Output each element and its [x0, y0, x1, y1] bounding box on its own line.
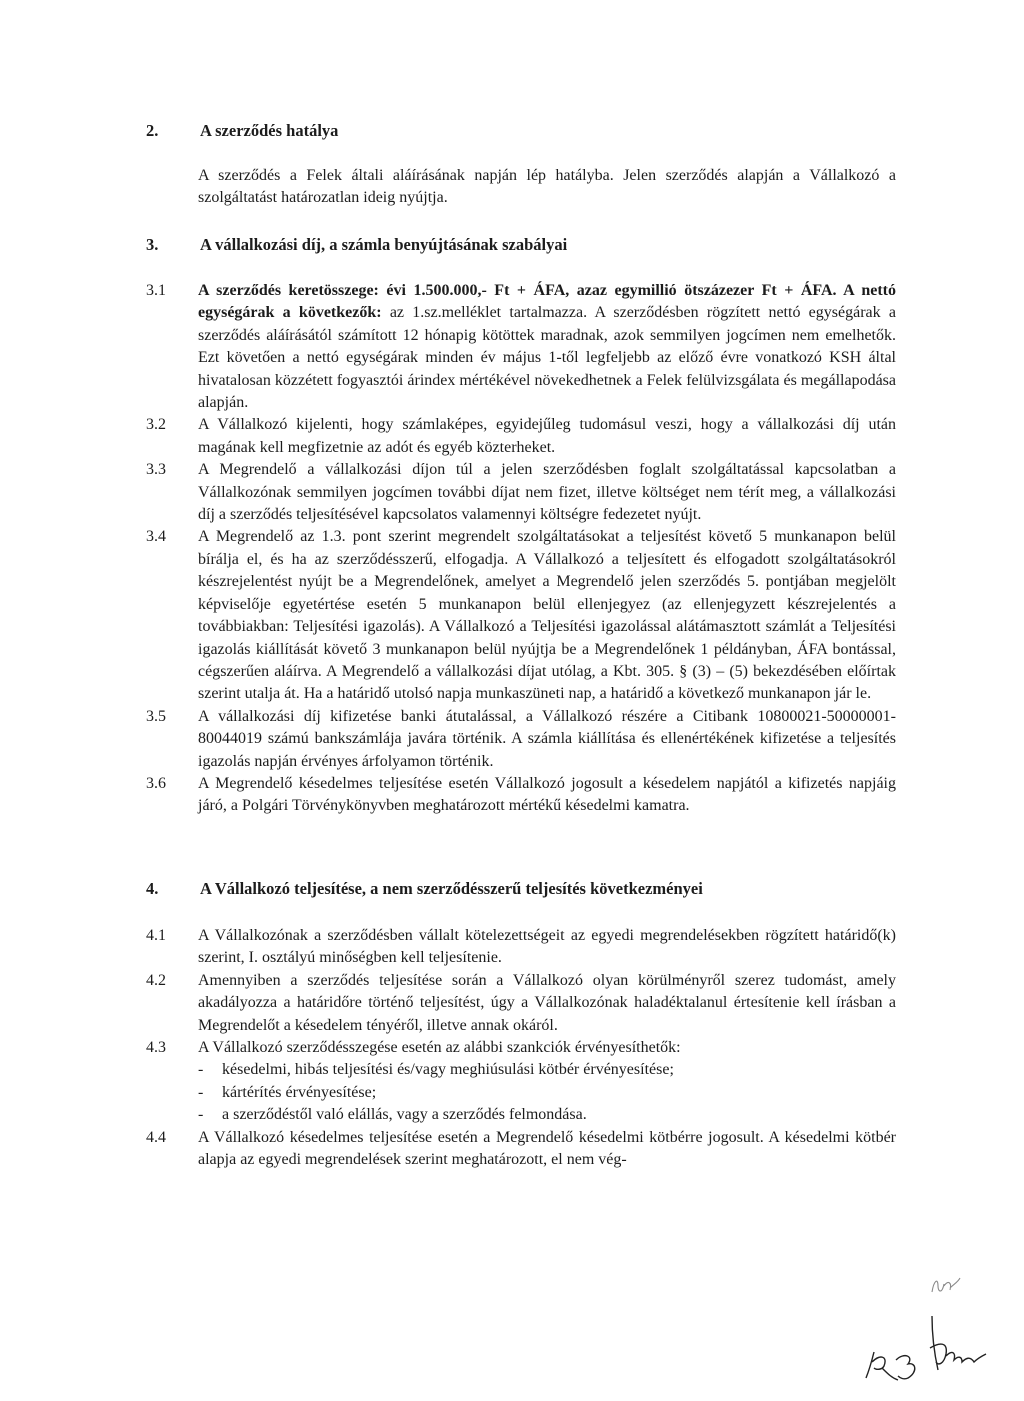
clause-number: 3.5	[146, 707, 166, 725]
section-number: 2.	[146, 121, 159, 140]
clause-3-1	[146, 280, 896, 414]
section-title: A Vállalkozó teljesítése, a nem szerződésszerű teljesítés következményei	[200, 879, 703, 898]
clause-4-4	[146, 1127, 896, 1172]
handwritten-signature	[852, 1312, 1002, 1392]
clause-text: A Vállalkozó kijelenti, hogy számlaképes, egyidejűleg tudomásul veszi, hogy a vállalkozási díj után magának kell megfizetnie az adót és egyéb közterheket.	[198, 416, 896, 456]
clause-text: Amennyiben a szerződés teljesítése során a Vállalkozó olyan körülményről szerez tudomást, amely akadályozza a határidőre történő teljesítést, úgy a Vállalkozónak haladéktalanul értesítenie kell írásban a Megrendelőt a késedelem tényéről, illetve annak okáról.	[198, 971, 896, 1034]
dash-marker: -	[198, 1106, 204, 1124]
handwritten-initials-small	[926, 1272, 966, 1302]
clause-text: az 1.sz.melléklet tartalmazza. A szerződésben rögzített nettó egységárak a szerződés aláírásától számított 12 hónapig kötöttek maradnak, azok semmilyen jogcímen nem emelhetők. Ezt követően a nettó egységárak minden év május 1-től legfeljebb az előző évre vonatkozó KSH által hivatalosan közzétett fogyasztói árindex mértékével növekedhetnek a Felek felülvizsgálata és megállapodása alapján.	[198, 304, 896, 412]
dash-marker: -	[198, 1083, 204, 1101]
section-2-heading	[146, 121, 338, 141]
section-2-paragraph: A szerződés a Felek általi aláírásának napján lép hatályba. Jelen szerződés alapján a Vállalkozó a szolgáltatást határozatlan ideig nyújtja.	[198, 167, 896, 207]
clause-number: 4.2	[146, 971, 166, 989]
clause-number: 3.2	[146, 416, 166, 434]
clause-3-6	[146, 773, 896, 818]
clause-4-3	[146, 1037, 896, 1127]
clause-text: A Vállalkozó szerződésszegése esetén az alábbi szankciók érvényesíthetők:	[198, 1039, 681, 1057]
clause-text: A Megrendelő a vállalkozási díjon túl a jelen szerződésben foglalt szolgáltatással kapcsolatban a Vállalkozónak semmilyen jogcímen további díjat nem fizet, illetve költséget nem térít meg, a vállalkozási díj a szerződés teljesítésével kapcsolatos valamennyi költségre fedezetet nyújt.	[198, 461, 896, 524]
clause-number: 3.1	[146, 282, 166, 299]
list-item-text: késedelmi, hibás teljesítési és/vagy meghiúsulási kötbér érvényesítése;	[222, 1061, 674, 1079]
clause-4-1	[146, 925, 896, 970]
clause-bold-text: A szerződés keretösszege: évi 1.500.000,- Ft + ÁFA, azaz egymillió ötszázezer Ft + ÁFA. A nettó egységárak a következők:	[198, 282, 896, 322]
list-item	[198, 1082, 896, 1104]
section-number: 4.	[146, 879, 159, 898]
clause-text: A Megrendelő késedelmes teljesítése esetén Vállalkozó jogosult a késedelem napjától a kifizetés napjáig járó, a Polgári Törvénykönyvben meghatározott mértékű késedelmi kamatra.	[198, 774, 896, 815]
list-item	[198, 1104, 896, 1126]
clause-text: A Vállalkozó késedelmes teljesítése esetén a Megrendelő késedelmi kötbérre jogosult. A késedelmi kötbér alapja az egyedi megrendelések szerint meghatározott, el nem vég-	[198, 1128, 896, 1169]
clause-3-4	[146, 526, 896, 705]
section-title: A vállalkozási díj, a számla benyújtásának szabályai	[200, 235, 568, 254]
sanction-list	[198, 1059, 896, 1126]
dash-marker: -	[198, 1061, 204, 1079]
section-3-heading	[146, 235, 567, 255]
clause-3-2	[146, 414, 896, 459]
section-3-items	[146, 280, 896, 818]
clause-text: A vállalkozási díj kifizetése banki átutalással, a Vállalkozó részére a Citibank 10800021-50000001-80044019 számú bankszámlája javára történik. A számla kiállítása és ellenértékének kifizetése a teljesítés igazolás napján érvényes árfolyamon történik.	[198, 707, 896, 770]
clause-number: 3.3	[146, 461, 166, 479]
clause-3-3	[146, 459, 896, 526]
clause-number: 4.1	[146, 927, 166, 944]
section-number: 3.	[146, 235, 159, 254]
clause-number: 4.3	[146, 1039, 166, 1057]
clause-4-2	[146, 970, 896, 1037]
clause-text: A Vállalkozónak a szerződésben vállalt kötelezettségeit az egyedi megrendelésekben rögzített határidő(k) szerint, I. osztályú minőségben kell teljesítenie.	[198, 927, 896, 967]
list-item	[198, 1059, 896, 1081]
section-4-items	[146, 925, 896, 1171]
section-title: A szerződés hatálya	[200, 121, 339, 140]
list-item-text: kártérítés érvényesítése;	[222, 1083, 377, 1101]
clause-number: 3.6	[146, 774, 166, 792]
list-item-text: a szerződéstől való elállás, vagy a szerződés felmondása.	[222, 1106, 587, 1124]
section-4-heading	[146, 879, 703, 899]
clause-3-5	[146, 706, 896, 773]
clause-text: A Megrendelő az 1.3. pont szerint megrendelt szolgáltatásokat a teljesítést követő 5 munkanapon belül bírálja el, és ha az szerződésszerű, elfogadja. A Vállalkozó a teljesített és elfogadott szolgáltatásokról készrejelentést nyújt be a Megrendelőnek, amelyet a Megrendelő jelen szerződés 5. pontjában megjelölt képviselője egyetértése esetén 5 munkanapon belül ellenjegyez (az ellenjegyzett készrejelentés a továbbiakban: Teljesítési igazolás). A Vállalkozó a Teljesítési igazolással alátámasztott számlát a Teljesítési igazolás kiállítását követő 3 munkanapon belül nyújtja be a Megrendelőnek 1 példányban, ÁFA bontással, cégszerűen aláírva. A Megrendelő a vállalkozási díjat utólag, a Kbt. 305. § (3) – (5) bekezdésében előírtak szerint utalja át. Ha a határidő utolsó napja munkaszüneti nap, a határidő a következő munkanapon jár le.	[198, 528, 896, 703]
clause-number: 4.4	[146, 1128, 166, 1146]
clause-number: 3.4	[146, 528, 166, 546]
